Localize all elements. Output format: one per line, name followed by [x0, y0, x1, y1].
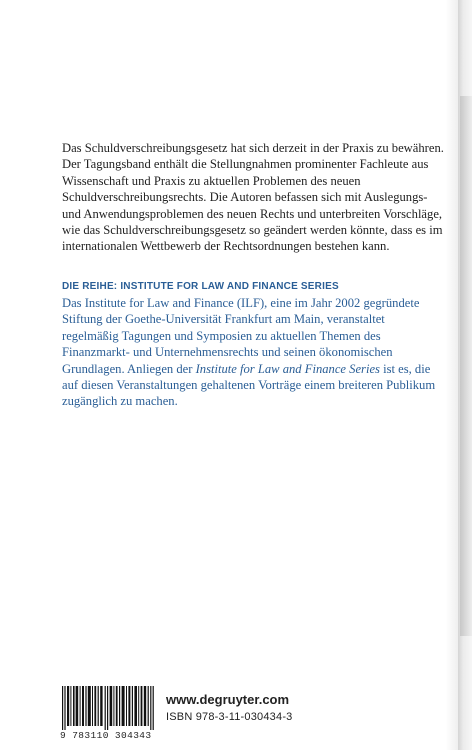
series-description-part1: Das Institute for Law and Finance (ILF), eine im Jahr 2002 gegründete Stiftung der Goethe-Universität Frankfurt am Main, veranstaltet regelmäßig Tagungen und Symposien zu aktuellen Themen des Finanzmarkt- und Unternehmensrechts und seinen ökonomischen Grundlagen. Anliegen der	[62, 296, 420, 376]
page-edge-shadow	[458, 0, 472, 750]
isbn-number: ISBN 978-3-11-030434-3	[166, 711, 293, 723]
publisher-website-link[interactable]: www.degruyter.com	[166, 692, 290, 707]
barcode-digits: 9 783110 304343	[60, 730, 152, 741]
series-title-italic: Institute for Law and Finance Series	[195, 361, 380, 376]
series-description-part2: ist es, die auf diesen Veranstaltungen gehaltenen Vorträge einem breiteren Publikum zugänglich zu machen.	[62, 361, 436, 409]
series-description	[62, 295, 444, 410]
isbn-barcode	[62, 686, 154, 730]
intro-paragraph: Das Schuldverschreibungsgesetz hat sich derzeit in der Praxis zu bewähren. Der Tagungsband enthält die Stellungnahmen prominenter Fachleute aus Wissenschaft und Praxis zu aktuellen Problemen des neuen Schuldverschreibungsrechts. Die Autoren befassen sich mit Auslegungs- und Anwendungsproblemen des neuen Rechts und unterbreiten Vorschläge, wie das Schuldverschreibungsgesetz so geändert werden könnte, dass es im internationalen Wettbewerb der Rechtsordnungen bestehen kann.	[62, 141, 444, 254]
series-heading: DIE REIHE: INSTITUTE FOR LAW AND FINANCE SERIES	[62, 281, 339, 292]
